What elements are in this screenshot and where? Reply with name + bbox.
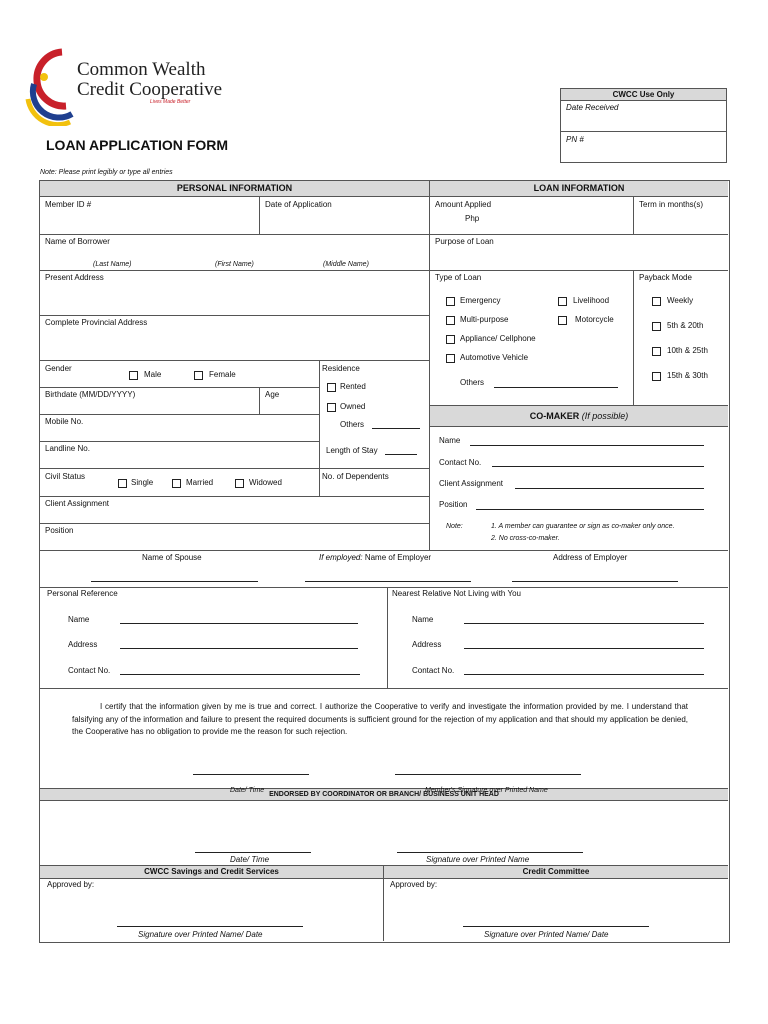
savings-signature-label: Signature over Printed Name/ Date [138,930,263,939]
provincial-address-label: Complete Provincial Address [45,318,148,327]
client-assignment-label: Client Assignment [45,499,110,508]
endorsement-date-label: Date/ Time [230,855,270,864]
date-of-application-label: Date of Application [265,200,332,209]
cooperative-logo [22,44,78,126]
landline-label: Landline No. [45,444,90,453]
co-maker-note: (If possible) [581,411,629,421]
emergency-label: Emergency [460,296,501,305]
endorsement-signature-line[interactable] [397,852,583,853]
multipurpose-checkbox[interactable] [446,316,455,325]
relative-address-label: Address [412,640,442,649]
co-maker-note-label: Note: [446,523,463,530]
co-maker-contact-line[interactable] [492,466,704,467]
form-note: Note: Please print legibly or type all entries [40,169,173,176]
owned-label: Owned [340,402,366,411]
cwcc-use-only-header: CWCC Use Only [561,89,726,101]
loan-others-label: Others [460,378,485,387]
co-maker-title: CO-MAKER [529,411,580,421]
motorcycle-label: Motorcycle [575,315,614,324]
appliance-checkbox[interactable] [446,335,455,344]
multipurpose-label: Multi-purpose [460,315,509,324]
member-signature-label: Member's Signature over Printed Name [425,787,548,794]
automotive-checkbox[interactable] [446,354,455,363]
emergency-checkbox[interactable] [446,297,455,306]
certification-date-line[interactable] [193,774,309,775]
co-maker-header [430,406,728,427]
10th-25th-label: 10th & 25th [667,346,708,355]
co-maker-name-label: Name [439,436,461,445]
co-maker-client-assignment-label: Client Assignment [439,479,504,488]
gender-label: Gender [45,364,72,373]
loan-others-line[interactable] [494,387,618,388]
certification-date-label: Date/ Time [230,787,265,794]
motorcycle-checkbox[interactable] [558,316,567,325]
5th-20th-label: 5th & 20th [667,321,704,330]
co-maker-note-1: 1. A member can guarantee or sign as co-maker only once. [491,523,675,530]
term-label: Term in months(s) [639,200,704,209]
length-of-stay-label: Length of Stay [326,446,378,455]
weekly-checkbox[interactable] [652,297,661,306]
address-of-employer-label: Address of Employer [553,553,628,562]
dependents-label: No. of Dependents [322,472,389,481]
pn-label: PN # [566,135,584,144]
male-checkbox[interactable] [129,371,138,380]
co-maker-contact-label: Contact No. [439,458,482,467]
female-checkbox[interactable] [194,371,203,380]
length-of-stay-line[interactable] [385,454,417,455]
relative-contact-line[interactable] [464,674,704,675]
present-address-label: Present Address [45,273,104,282]
last-name-label: (Last Name) [93,261,132,268]
female-label: Female [209,370,236,379]
co-maker-position-label: Position [439,500,468,509]
brand-name-line1: Common Wealth [77,59,206,80]
residence-others-line[interactable] [372,428,420,429]
civil-status-label: Civil Status [45,472,86,481]
birthdate-label: Birthdate (MM/DD/YYYY) [45,390,136,399]
savings-signature-line[interactable] [117,926,303,927]
endorsement-date-line[interactable] [195,852,311,853]
married-label: Married [186,478,214,487]
5th-20th-checkbox[interactable] [652,322,661,331]
savings-approved-by-label: Approved by: [47,880,95,889]
name-of-employer-label: Name of Employer [364,553,432,562]
employer-name-line[interactable] [305,581,471,582]
relative-name-label: Name [412,615,434,624]
married-checkbox[interactable] [172,479,181,488]
owned-checkbox[interactable] [327,403,336,412]
reference-name-line[interactable] [120,623,358,624]
middle-name-label: (Middle Name) [323,261,369,268]
15th-30th-label: 15th & 30th [667,371,708,380]
committee-approved-by-label: Approved by: [390,880,438,889]
relative-name-line[interactable] [464,623,704,624]
weekly-label: Weekly [667,296,694,305]
relative-contact-label: Contact No. [412,666,455,675]
committee-signature-line[interactable] [463,926,649,927]
co-maker-note-2: 2. No cross-co-maker. [491,535,560,542]
reference-contact-line[interactable] [120,674,360,675]
age-label: Age [265,390,280,399]
loan-information-header: LOAN INFORMATION [430,181,728,197]
personal-reference-label: Personal Reference [47,589,118,598]
employer-label [319,553,431,563]
livelihood-label: Livelihood [573,296,610,305]
payback-mode-label: Payback Mode [639,273,692,282]
brand-name-line2: Credit Cooperative [77,79,223,100]
first-name-label: (First Name) [215,261,254,268]
committee-signature-label: Signature over Printed Name/ Date [484,930,609,939]
relative-address-line[interactable] [464,648,704,649]
certification-text: I certify that the information given by me is true and correct. I authorize the Cooperative to verify and investigate the information provided by me. I understand that falsifying any of the information and failure to present the required documents is sufficient ground for the rejection of my application and that should my application be denied, the Cooperative has no obligation to provide me the reason for such rejection. [72,702,688,736]
name-of-borrower-label: Name of Borrower [45,237,110,246]
nearest-relative-label: Nearest Relative Not Living with You [392,589,521,598]
rented-label: Rented [340,382,366,391]
residence-label: Residence [322,364,360,373]
credit-committee-header: Credit Committee [384,866,728,879]
amount-applied-label: Amount Applied [435,200,492,209]
php-label: Php [465,214,480,223]
brand-tagline: Lives Made Better [150,99,191,105]
widowed-checkbox[interactable] [235,479,244,488]
employer-address-line[interactable] [512,581,678,582]
single-checkbox[interactable] [118,479,127,488]
co-maker-client-assignment-line[interactable] [515,488,704,489]
date-received-label: Date Received [566,103,619,112]
10th-25th-checkbox[interactable] [652,347,661,356]
savings-credit-header: CWCC Savings and Credit Services [40,866,383,879]
reference-contact-label: Contact No. [68,666,111,675]
member-signature-line[interactable] [395,774,581,775]
personal-information-header: PERSONAL INFORMATION [40,181,429,197]
co-maker-position-line[interactable] [476,509,704,510]
15th-30th-checkbox[interactable] [652,372,661,381]
reference-address-label: Address [68,640,98,649]
co-maker-name-line[interactable] [470,445,704,446]
male-label: Male [144,370,162,379]
reference-name-label: Name [68,615,90,624]
appliance-label: Appliance/ Cellphone [460,334,536,343]
single-label: Single [131,478,154,487]
name-of-spouse-label: Name of Spouse [142,553,202,562]
widowed-label: Widowed [249,478,282,487]
type-of-loan-label: Type of Loan [435,273,482,282]
rented-checkbox[interactable] [327,383,336,392]
if-employed-label: If employed: [319,553,363,562]
reference-address-line[interactable] [120,648,358,649]
spouse-name-line[interactable] [91,581,258,582]
automotive-label: Automotive Vehicle [460,353,529,362]
purpose-of-loan-label: Purpose of Loan [435,237,494,246]
endorsed-header: ENDORSED BY COORDINATOR OR BRANCH/ BUSINESS UNIT HEAD [40,789,728,801]
form-title: LOAN APPLICATION FORM [46,137,228,153]
residence-others-label: Others [340,420,365,429]
endorsement-signature-label: Signature over Printed Name [426,855,530,864]
livelihood-checkbox[interactable] [558,297,567,306]
mobile-label: Mobile No. [45,417,84,426]
position-label: Position [45,526,74,535]
member-id-label: Member ID # [45,200,92,209]
